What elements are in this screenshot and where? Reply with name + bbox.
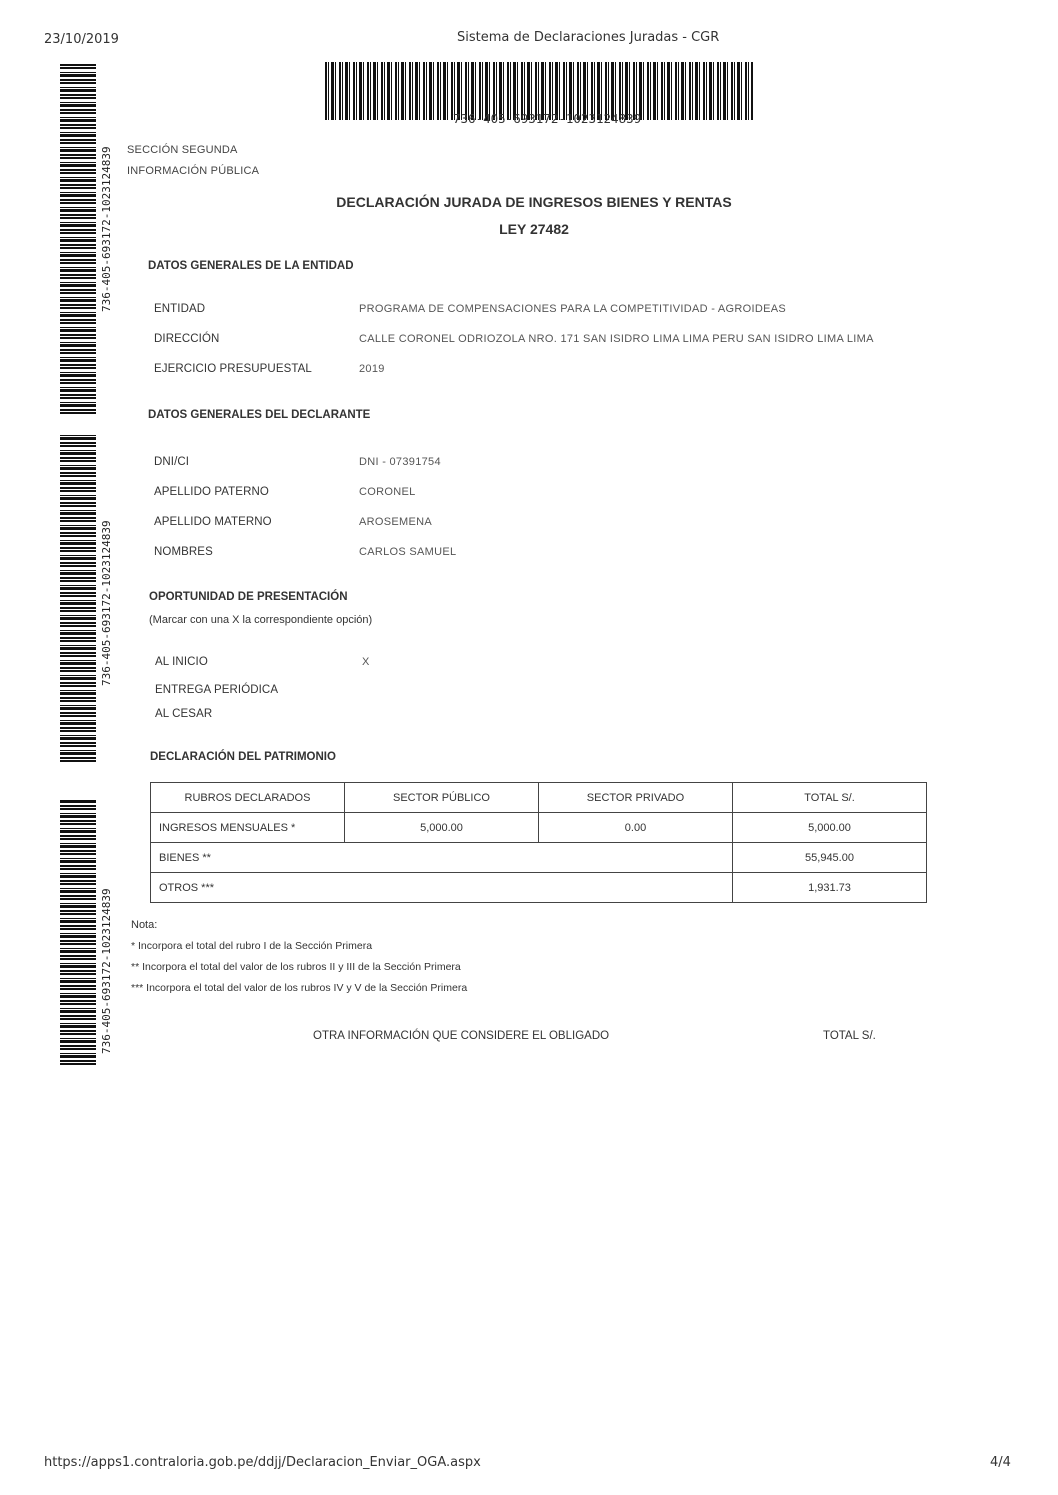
col-header-private: SECTOR PRIVADO bbox=[539, 783, 733, 813]
income-public: 5,000.00 bbox=[345, 813, 539, 843]
barcode-number: 736-405-693172-1023124839 bbox=[453, 111, 642, 126]
print-date: 23/10/2019 bbox=[44, 32, 119, 47]
assets-heading: DECLARACIÓN DEL PATRIMONIO bbox=[150, 751, 336, 763]
note-line-3: *** Incorpora el total del valor de los rubros IV y V de la Sección Primera bbox=[131, 982, 468, 994]
entity-value: PROGRAMA DE COMPENSACIONES PARA LA COMPETITIVIDAD - AGROIDEAS bbox=[359, 303, 787, 315]
goods-total: 55,945.00 bbox=[733, 843, 927, 873]
option-periodic-label: ENTREGA PERIÓDICA bbox=[155, 684, 279, 696]
table-header-row bbox=[151, 783, 927, 813]
side-barcode-2 bbox=[60, 432, 96, 762]
dni-label: DNI/CI bbox=[154, 456, 190, 468]
address-value: CALLE CORONEL ODRIOZOLA NRO. 171 SAN ISIDRO LIMA LIMA PERU SAN ISIDRO LIMA LIMA bbox=[359, 333, 874, 345]
maternal-surname-label: APELLIDO MATERNO bbox=[154, 516, 272, 528]
section-sublabel: INFORMACIÓN PÚBLICA bbox=[127, 165, 260, 177]
entity-label: ENTIDAD bbox=[154, 303, 206, 315]
income-total: 5,000.00 bbox=[733, 813, 927, 843]
note-line-2: ** Incorpora el total del valor de los rubros II y III de la Sección Primera bbox=[131, 961, 461, 973]
others-label: OTROS *** bbox=[151, 873, 733, 903]
side-code-3: 736-405-693172-1023124839 bbox=[100, 888, 113, 1054]
side-code-2: 736-405-693172-1023124839 bbox=[100, 520, 113, 686]
law-number: LEY 27482 bbox=[499, 221, 569, 237]
option-start-mark: X bbox=[362, 656, 370, 668]
table-row bbox=[151, 873, 927, 903]
note-heading: Nota: bbox=[131, 919, 158, 931]
system-title: Sistema de Declaraciones Juradas - CGR bbox=[457, 30, 720, 45]
others-total: 1,931.73 bbox=[733, 873, 927, 903]
dni-value: DNI - 07391754 bbox=[359, 456, 441, 468]
page-number: 4/4 bbox=[990, 1455, 1011, 1470]
address-label: DIRECCIÓN bbox=[154, 333, 220, 345]
option-start-label: AL INICIO bbox=[155, 656, 208, 668]
fiscal-year-value: 2019 bbox=[359, 363, 385, 375]
option-end-label: AL CESAR bbox=[155, 708, 213, 720]
col-header-items: RUBROS DECLARADOS bbox=[151, 783, 345, 813]
side-barcode-3 bbox=[60, 800, 96, 1065]
side-barcode-1 bbox=[60, 62, 96, 414]
col-header-public: SECTOR PÚBLICO bbox=[345, 783, 539, 813]
timing-heading: OPORTUNIDAD DE PRESENTACIÓN bbox=[149, 591, 348, 603]
table-row bbox=[151, 813, 927, 843]
table-row bbox=[151, 843, 927, 873]
other-info-total: TOTAL S/. bbox=[823, 1030, 876, 1042]
names-value: CARLOS SAMUEL bbox=[359, 546, 457, 558]
declarant-heading: DATOS GENERALES DEL DECLARANTE bbox=[148, 409, 371, 421]
fiscal-year-label: EJERCICIO PRESUPUESTAL bbox=[154, 363, 312, 375]
timing-note: (Marcar con una X la correspondiente opción) bbox=[149, 614, 373, 626]
income-label: INGRESOS MENSUALES * bbox=[151, 813, 345, 843]
maternal-surname-value: AROSEMENA bbox=[359, 516, 432, 528]
goods-label: BIENES ** bbox=[151, 843, 733, 873]
col-header-total: TOTAL S/. bbox=[733, 783, 927, 813]
side-code-1: 736-405-693172-1023124839 bbox=[100, 146, 113, 312]
document-title: DECLARACIÓN JURADA DE INGRESOS BIENES Y RENTAS bbox=[336, 194, 732, 210]
assets-table bbox=[150, 782, 927, 903]
section-label: SECCIÓN SEGUNDA bbox=[127, 144, 238, 156]
paternal-surname-label: APELLIDO PATERNO bbox=[154, 486, 269, 498]
footer-url: https://apps1.contraloria.gob.pe/ddjj/Declaracion_Enviar_OGA.aspx bbox=[44, 1455, 481, 1470]
note-line-1: * Incorpora el total del rubro I de la Sección Primera bbox=[131, 940, 373, 952]
entity-heading: DATOS GENERALES DE LA ENTIDAD bbox=[148, 260, 354, 272]
income-private: 0.00 bbox=[539, 813, 733, 843]
other-info-label: OTRA INFORMACIÓN QUE CONSIDERE EL OBLIGADO bbox=[313, 1030, 610, 1042]
paternal-surname-value: CORONEL bbox=[359, 486, 416, 498]
names-label: NOMBRES bbox=[154, 546, 213, 558]
